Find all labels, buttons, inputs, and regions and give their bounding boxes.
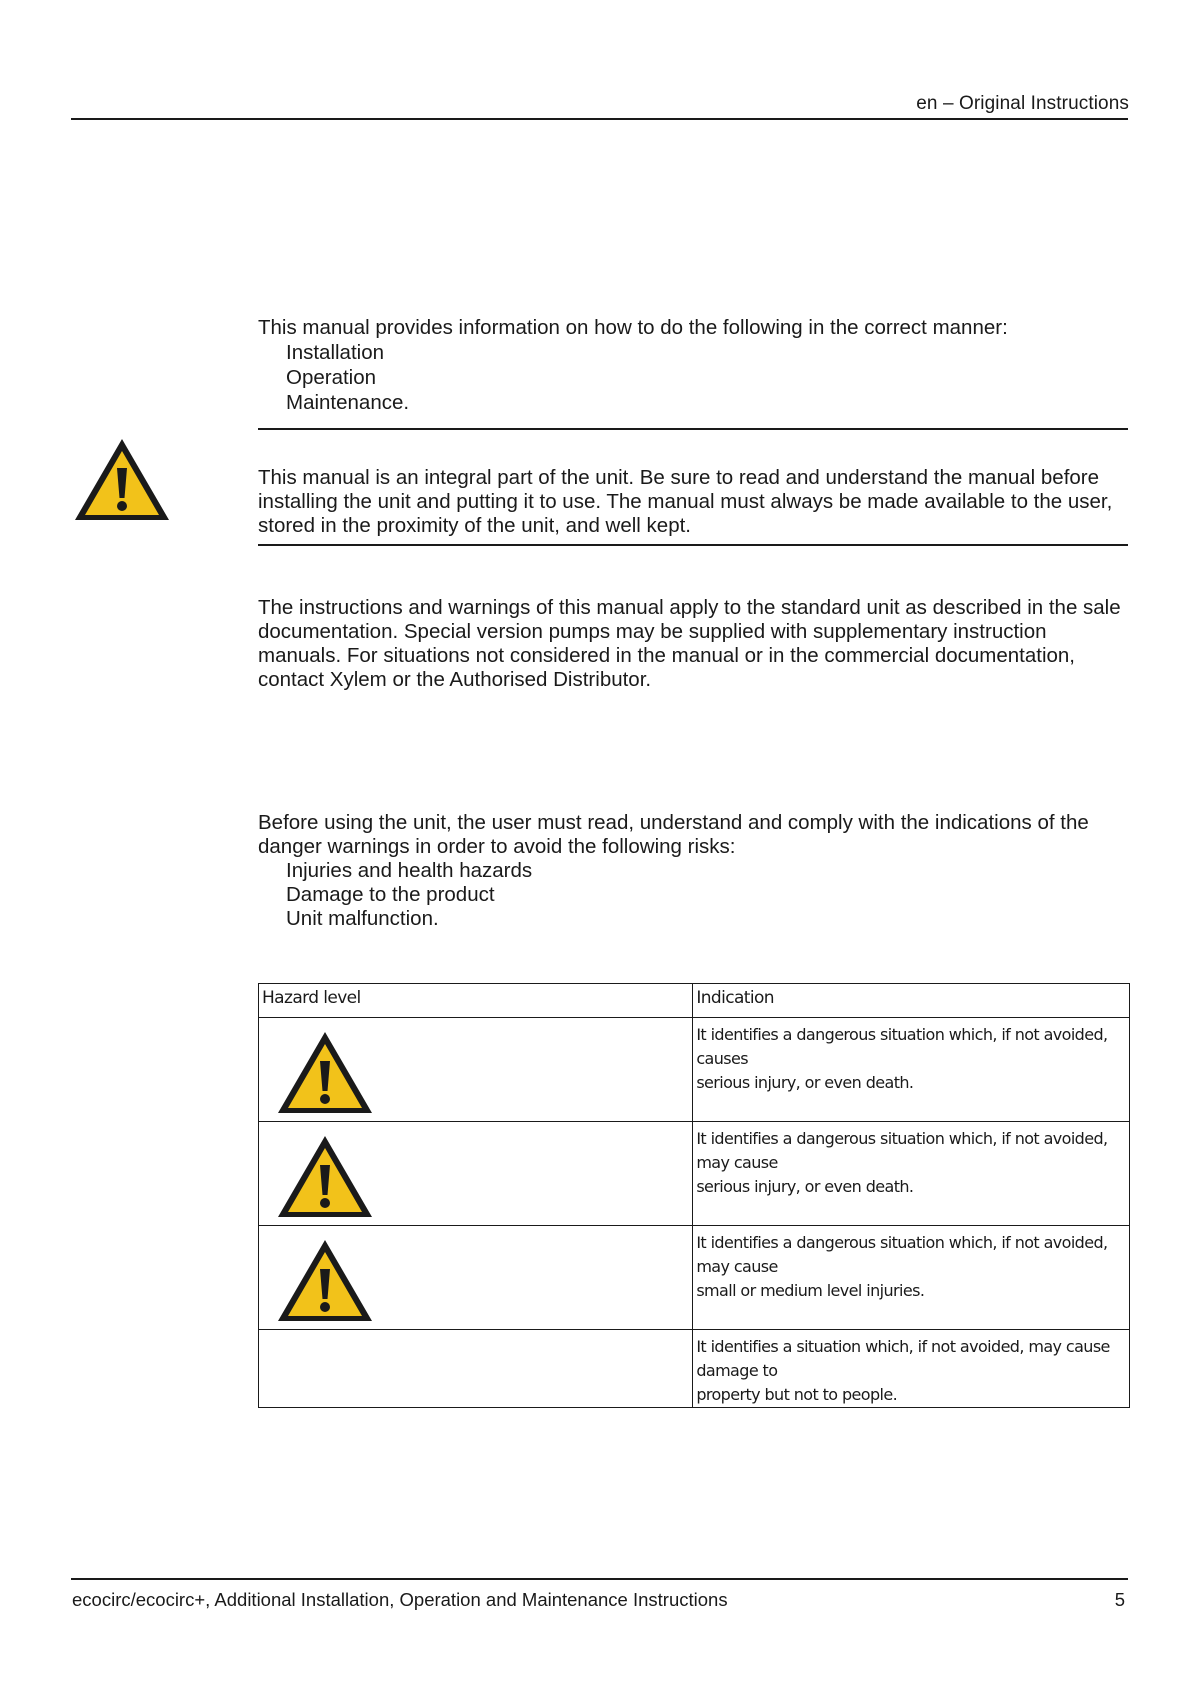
footer-rule <box>71 1578 1128 1580</box>
hazard-level-cell <box>259 1330 693 1408</box>
indication-line: serious injury, or even death. <box>696 1177 914 1196</box>
table-header-row <box>259 984 1130 1018</box>
column-header-hazard-level: Hazard level <box>259 984 693 1018</box>
risks-line: danger warnings in order to avoid the following risks: <box>258 835 736 858</box>
table-row <box>259 1330 1130 1408</box>
note-rule-bottom <box>258 544 1128 546</box>
table-row <box>259 1122 1130 1226</box>
header-rule <box>71 118 1128 120</box>
hazard-level-cell <box>259 1122 693 1226</box>
indication-cell <box>693 1018 1130 1122</box>
column-header-indication: Indication <box>693 984 1130 1018</box>
list-item: Injuries and health hazards <box>286 859 533 882</box>
list-item: Maintenance. <box>286 391 410 414</box>
scope-paragraph <box>258 596 1128 692</box>
table-row <box>259 1018 1130 1122</box>
scope-line: contact Xylem or the Authorised Distributor. <box>258 668 652 691</box>
note-rule-top <box>258 428 1128 430</box>
hazard-level-cell <box>259 1018 693 1122</box>
hazard-table <box>258 983 1130 1408</box>
scope-line: manuals. For situations not considered in the manual or in the commercial documentation, <box>258 644 1076 667</box>
intro-list <box>258 340 1128 415</box>
note-line: stored in the proximity of the unit, and well kept. <box>258 514 692 537</box>
list-item: Unit malfunction. <box>286 907 439 930</box>
warning-triangle-icon <box>275 1028 375 1117</box>
warning-triangle-icon <box>275 1132 375 1221</box>
note-line: This manual is an integral part of the unit. Be sure to read and understand the manual before <box>258 466 1100 489</box>
page-number: 5 <box>1114 1589 1125 1610</box>
risks-paragraph <box>258 811 1128 931</box>
indication-cell <box>693 1330 1130 1408</box>
note-line: installing the unit and putting it to use. The manual must always be made available to the user, <box>258 490 1113 513</box>
indication-line: property but not to people. <box>696 1385 898 1404</box>
hazard-level-cell <box>259 1226 693 1330</box>
header-section-title: en – Original Instructions <box>916 93 1129 114</box>
risks-list <box>258 859 1128 931</box>
warning-triangle-icon <box>275 1236 375 1325</box>
indication-line: It identifies a dangerous situation which, if not avoided, may cause <box>696 1233 1108 1276</box>
table-row <box>259 1226 1130 1330</box>
risks-line: Before using the unit, the user must read, understand and comply with the indications of the <box>258 811 1089 834</box>
intro-paragraph <box>258 316 1128 415</box>
intro-lead: This manual provides information on how to do the following in the correct manner: <box>258 316 1008 339</box>
indication-line: It identifies a dangerous situation which, if not avoided, causes <box>696 1025 1108 1068</box>
indication-line: It identifies a dangerous situation which, if not avoided, may cause <box>696 1129 1108 1172</box>
list-item: Damage to the product <box>286 883 495 906</box>
indication-cell <box>693 1226 1130 1330</box>
indication-cell <box>693 1122 1130 1226</box>
note-paragraph <box>258 466 1128 538</box>
scope-line: documentation. Special version pumps may be supplied with supplementary instruction <box>258 620 1047 643</box>
indication-line: small or medium level injuries. <box>696 1281 925 1300</box>
scope-line: The instructions and warnings of this manual apply to the standard unit as described in the sale <box>258 596 1121 619</box>
list-item: Operation <box>286 366 377 389</box>
indication-line: serious injury, or even death. <box>696 1073 914 1092</box>
indication-line: It identifies a situation which, if not avoided, may cause damage to <box>696 1337 1110 1380</box>
warning-triangle-icon <box>72 435 172 524</box>
footer-document-title: ecocirc/ecocirc+, Additional Installation, Operation and Maintenance Instructions <box>72 1589 728 1610</box>
list-item: Installation <box>286 341 385 364</box>
